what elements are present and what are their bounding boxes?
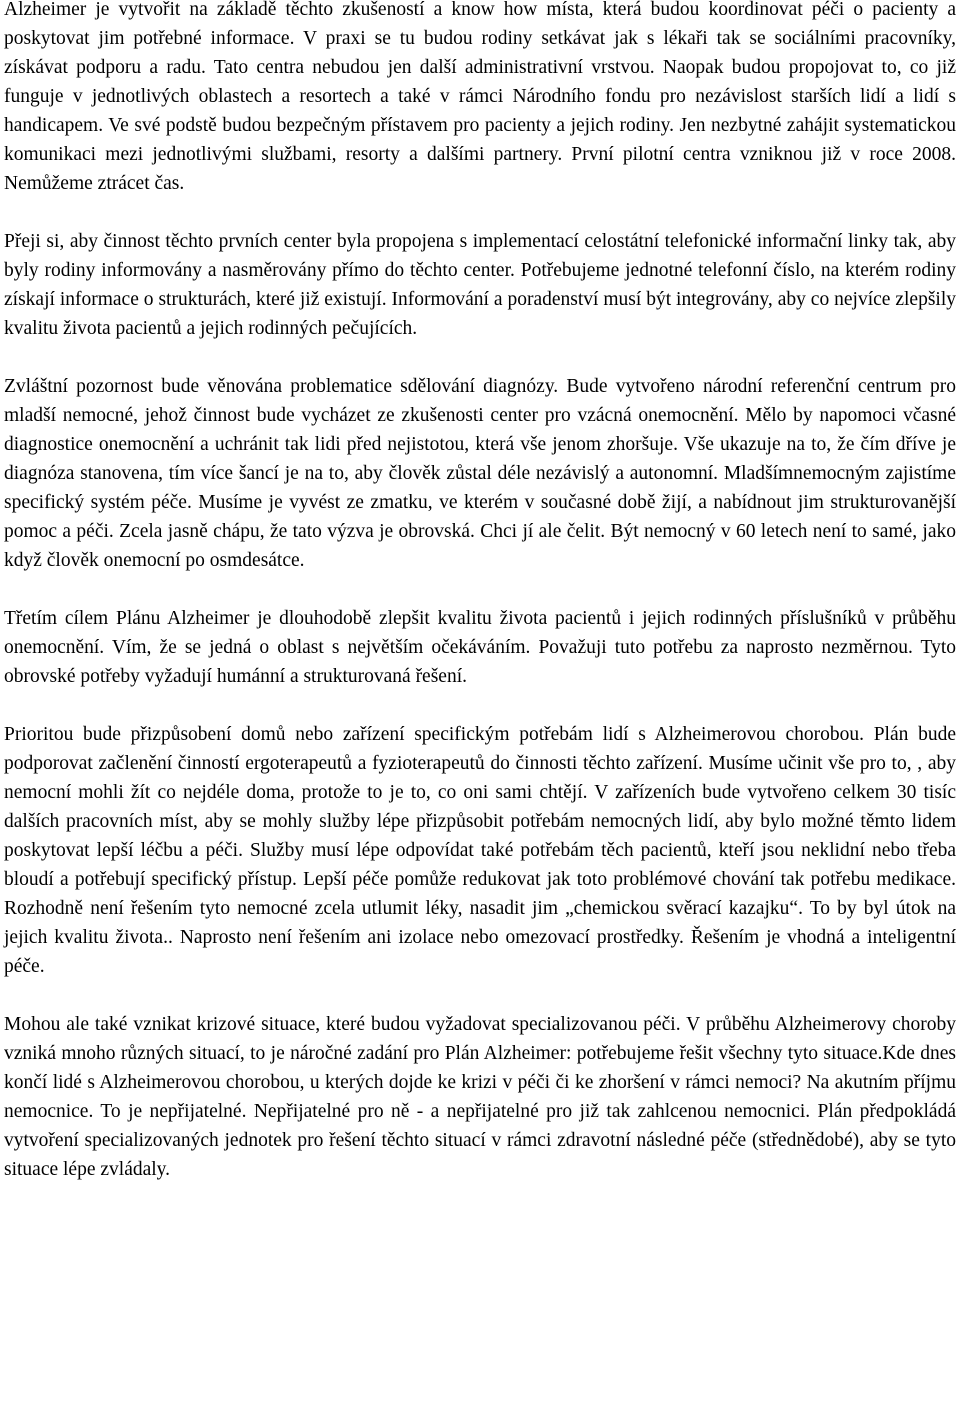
paragraph-3: Zvláštní pozornost bude věnována problematice sdělování diagnózy. Bude vytvořeno národní referenční centrum pro mladší nemocné, jehož činnost bude vycházet ze zkušenosti center pro vzácná onemocnění. Mělo by napomoci včasné diagnostice onemocnění a uchránit tak lidi před nejistotou, která vše jenom zhoršuje. Vše ukazuje na to, že čím dříve je diagnóza stanovena, tím více šancí je na to, aby člověk zůstal déle nezávislý a autonomní. Mladšímnemocným zajistíme specifický systém péče. Musíme je vyvést ze zmatku, ve kterém v současné době žijí, a nabídnout jim strukturovanější pomoc a péči. Zcela jasně chápu, že tato výzva je obrovská. Chci jí ale čelit. Být nemocný v 60 letech není to samé, jako když člověk onemocní po osmdesátce. — [4, 376, 956, 571]
paragraph-2: Přeji si, aby činnost těchto prvních center byla propojena s implementací celostátní telefonické informační linky tak, aby byly rodiny informovány a nasměrovány přímo do těchto center. Potřebujeme jednotné telefonní číslo, na kterém rodiny získají informace o strukturách, které již existují. Informování a poradenství musí být integrovány, aby co nejvíce zlepšily kvalitu života pacientů a jejich rodinných pečujících. — [4, 231, 956, 339]
paragraph-5: Prioritou bude přizpůsobení domů nebo zařízení specifickým potřebám lidí s Alzheimerovou chorobou. Plán bude podporovat začlenění činností ergoterapeutů a fyzioterapeutů do činnosti těchto zařízení. Musíme učinit vše pro to, , aby nemocní mohli žít co nejdéle doma, protože to je to, co oni sami chtějí. V zařízeních bude vytvořeno celkem 30 tisíc dalších pracovních míst, aby se mohly služby lépe přizpůsobit potřebám nemocných lidí, aby bylo možné těmto lidem poskytovat lepší léčbu a péči. Služby musí lépe odpovídat také potřebám těch pacientů, kteří jsou neklidní nebo třeba bloudí a potřebují specifický přístup. Lepší péče pomůže redukovat jak toto problémové chování tak potřebu medikace. Rozhodně není řešením tyto nemocné zcela utlumit léky, nasadit jim „chemickou svěrací kazajku“. To by byl útok na jejich kvalitu života.. Naprosto není řešením ani izolace nebo omezovací prostředky. Řešením je vhodná a inteligentní péče. — [4, 724, 956, 977]
document-page — [4, 0, 956, 1184]
paragraph-1: Alzheimer je vytvořit na základě těchto zkušeností a know how místa, která budou koordinovat péči o pacienty a poskytovat jim potřebné informace. V praxi se tu budou rodiny setkávat jak s lékaři tak se sociálními pracovníky, získávat podporu a radu. Tato centra nebudou jen další administrativní vrstvou. Naopak budou propojovat to, co již funguje v jednotlivých oblastech a resortech a také v rámci Národního fondu pro nezávislost starších lidí a lidí s handicapem. Ve své podstě budou bezpečným přístavem pro pacienty a jejich rodiny. Jen nezbytné zahájit systematickou komunikaci mezi jednotlivými službami, resorty a dalšími partnery. První pilotní centra vzniknou již v roce 2008. Nemůžeme ztrácet čas. — [4, 0, 956, 194]
paragraph-4: Třetím cílem Plánu Alzheimer je dlouhodobě zlepšit kvalitu života pacientů i jejich rodinných příslušníků v průběhu onemocnění. Vím, že se jedná o oblast s největším očekáváním. Považuji tuto potřebu za naprosto nezměrnou. Tyto obrovské potřeby vyžadují humánní a strukturovaná řešení. — [4, 608, 956, 687]
paragraph-6: Mohou ale také vznikat krizové situace, které budou vyžadovat specializovanou péči. V průběhu Alzheimerovy choroby vzniká mnoho různých situací, to je náročné zadání pro Plán Alzheimer: potřebujeme řešit všechny tyto situace.Kde dnes končí lidé s Alzheimerovou chorobou, u kterých dojde ke krizi v péči či ke zhoršení v rámci nemoci? Na akutním příjmu nemocnice. To je nepřijatelné. Nepřijatelné pro ně - a nepřijatelné pro již tak zahlcenou nemocnici. Plán předpokládá vytvoření specializovaných jednotek pro řešení těchto situací v rámci zdravotní následné péče (střednědobé), aby se tyto situace lépe zvládaly. — [4, 1014, 956, 1180]
